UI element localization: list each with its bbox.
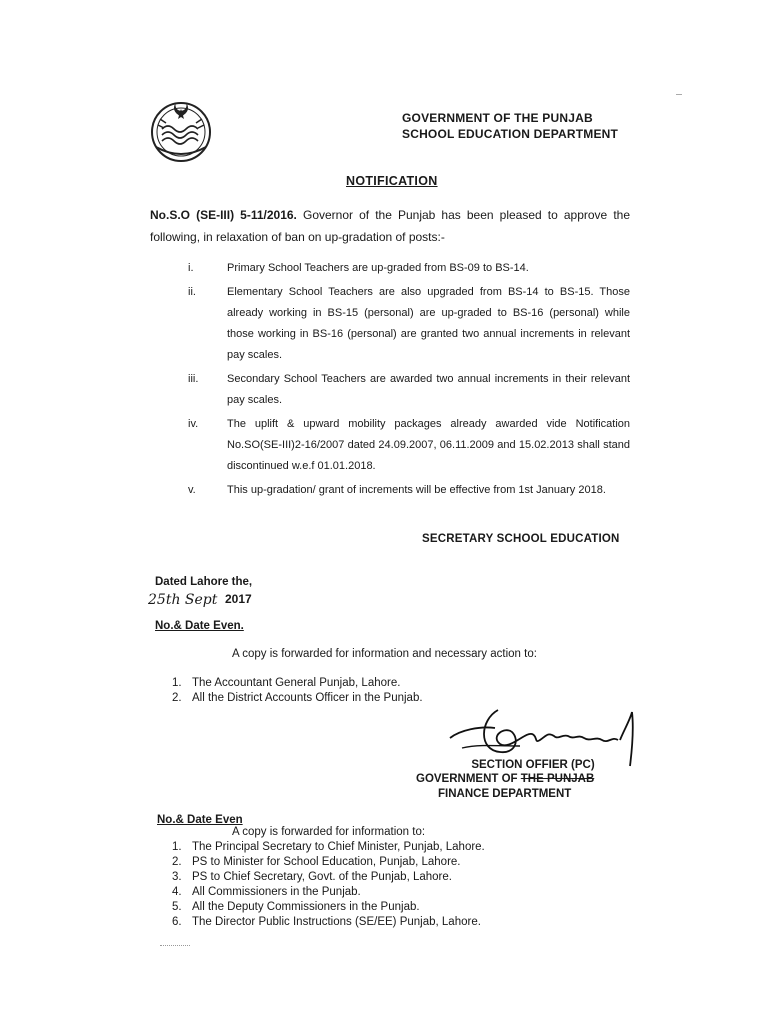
list-item <box>172 676 423 691</box>
handwritten-date: 25th Sept <box>148 592 218 608</box>
list-item <box>172 900 485 915</box>
department-header <box>402 110 618 142</box>
item-number: i. <box>188 262 194 274</box>
item-number: iii. <box>188 373 199 385</box>
finance-department: FINANCE DEPARTMENT <box>438 788 572 800</box>
item-text: The uplift & upward mobility packages already awarded vide Notification No.SO(SE-III)2-16/2007 dated 24.09.2007, 06.11.2009 and 15.02.2013 shall stand discontinued w.e.f 01.01.2018. <box>227 418 630 472</box>
endorsement-text-2: A copy is forwarded for information to: <box>232 826 426 838</box>
list-item <box>188 258 630 279</box>
secretary-signature-title: SECRETARY SCHOOL EDUCATION <box>422 533 620 545</box>
distribution-list-2 <box>172 840 485 930</box>
item-number: iv. <box>188 418 199 430</box>
list-number: 3. <box>172 871 182 883</box>
list-number: 2. <box>172 692 182 704</box>
notification-heading: NOTIFICATION <box>346 174 438 188</box>
list-text: The Principal Secretary to Chief Minister, Punjab, Lahore. <box>192 841 485 853</box>
list-number: 1. <box>172 677 182 689</box>
punjab-seal-icon <box>146 95 216 165</box>
distribution-list-1 <box>172 676 423 706</box>
list-number: 4. <box>172 886 182 898</box>
list-text: All the District Accounts Officer in the Punjab. <box>192 692 423 704</box>
item-text: Primary School Teachers are up-graded from BS-09 to BS-14. <box>227 262 529 274</box>
list-item <box>188 282 630 366</box>
endorsement-text-1: A copy is forwarded for information and necessary action to: <box>232 648 537 660</box>
list-number: 5. <box>172 901 182 913</box>
endorsement-heading-1: No.& Date Even. <box>155 620 244 632</box>
list-item <box>172 870 485 885</box>
gov-prefix: GOVERNMENT OF <box>416 773 521 785</box>
date-year: 2017 <box>225 592 252 606</box>
list-item <box>172 915 485 930</box>
header-line-1: GOVERNMENT OF THE PUNJAB <box>402 111 593 125</box>
footer-mark <box>160 945 190 950</box>
list-number: 2. <box>172 856 182 868</box>
list-text: The Accountant General Punjab, Lahore. <box>192 677 401 689</box>
signatory-government-line <box>416 773 594 785</box>
list-item <box>172 855 485 870</box>
list-number: 6. <box>172 916 182 928</box>
list-text: All Commissioners in the Punjab. <box>192 886 361 898</box>
item-text: Secondary School Teachers are awarded two annual increments in their relevant pay scales. <box>227 373 630 406</box>
list-item <box>172 885 485 900</box>
header-line-2: SCHOOL EDUCATION DEPARTMENT <box>402 127 619 141</box>
list-item <box>188 369 630 411</box>
endorsement-heading-2: No.& Date Even <box>157 814 243 826</box>
dated-label: Dated Lahore the, <box>155 576 253 588</box>
list-text: PS to Minister for School Education, Punjab, Lahore. <box>192 856 461 868</box>
list-text: All the Deputy Commissioners in the Punjab. <box>192 901 420 913</box>
item-text: Elementary School Teachers are also upgraded from BS-14 to BS-15. Those already working in BS-15 (personal) are up-graded to BS-16 (personal) while those working in BS-16 (personal) are granted two annual increments in relevant pay scales. <box>227 286 630 361</box>
list-item <box>172 691 423 706</box>
scan-artifact <box>676 94 682 95</box>
item-number: v. <box>188 484 196 496</box>
list-item <box>188 480 630 501</box>
approval-items-list <box>188 258 630 504</box>
list-number: 1. <box>172 841 182 853</box>
intro-paragraph <box>150 204 630 248</box>
item-text: This up-gradation/ grant of increments will be effective from 1st January 2018. <box>227 484 606 496</box>
list-item <box>172 840 485 855</box>
section-officer-title: SECTION OFFIER (PC) <box>471 759 595 771</box>
list-text: The Director Public Instructions (SE/EE) Punjab, Lahore. <box>192 916 481 928</box>
list-text: PS to Chief Secretary, Govt. of the Punjab, Lahore. <box>192 871 452 883</box>
intro-text: Governor of the Punjab has been pleased to approve the following, in relaxation of ban on up-gradation of posts:- <box>150 208 630 244</box>
item-number: ii. <box>188 286 196 298</box>
struck-text: THE PUNJAB <box>520 773 595 785</box>
list-item <box>188 414 630 477</box>
reference-number: No.S.O (SE-III) 5-11/2016. <box>150 208 297 222</box>
